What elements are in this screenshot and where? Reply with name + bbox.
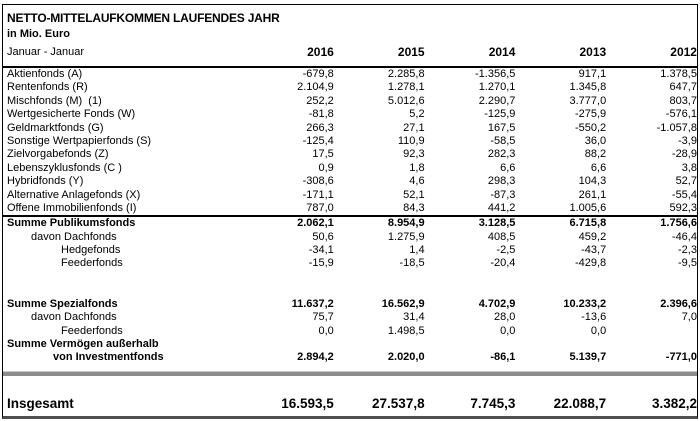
value-2016: 2.894,2	[297, 351, 334, 364]
value-2014: 4.702,9	[478, 297, 516, 310]
total-separator-band	[3, 371, 697, 376]
table-row	[3, 81, 697, 94]
value-2015: 52,1	[403, 188, 425, 201]
period-label: Januar - Januar	[7, 46, 85, 58]
value-2016: 50,6	[312, 230, 334, 243]
value-2016: 266,3	[306, 121, 334, 134]
value-2013: -13,6	[581, 311, 607, 324]
value-2014: -87,3	[490, 188, 516, 201]
value-2016: -679,8	[302, 68, 334, 80]
value-2012: -2,3	[678, 244, 697, 257]
value-2015: 5.012,6	[387, 94, 425, 107]
value-2013: 261,1	[578, 188, 607, 201]
fund-types-section	[3, 68, 697, 215]
value-2012: -576,1	[665, 108, 697, 121]
table-row	[3, 108, 697, 121]
row-label: Alternative Anlagefonds (X)	[7, 188, 141, 201]
value-2012: 1.378,5	[660, 68, 697, 80]
table-row	[3, 311, 697, 324]
value-2014: -1.356,5	[475, 68, 516, 80]
row-label: von Investmentfonds	[53, 351, 164, 364]
value-2012: 3.382,2	[651, 395, 697, 411]
value-2015: 27.537,8	[372, 395, 425, 411]
row-label: Rentenfonds (R)	[7, 81, 88, 94]
value-2012: 3,8	[681, 161, 697, 174]
value-2015: 4,6	[409, 175, 425, 188]
value-2014: -20,4	[490, 257, 516, 270]
value-2014: 167,5	[487, 121, 516, 134]
row-label: Sonstige Wertpapierfonds (S)	[7, 134, 152, 147]
row-label: Lebenszyklusfonds (C )	[7, 161, 122, 174]
value-2014: -2,5	[496, 244, 516, 257]
value-2014: 1.270,1	[478, 81, 516, 94]
row-label: davon Dachfonds	[31, 311, 117, 324]
summary-section	[3, 217, 697, 365]
value-2016: 11.637,2	[291, 297, 334, 310]
value-2014: 408,5	[487, 230, 516, 243]
value-2015: 84,3	[403, 201, 425, 214]
value-2013: -275,9	[574, 108, 607, 121]
value-2012: -55,4	[671, 188, 697, 201]
value-2013	[515, 338, 606, 351]
value-2015: 16.562,9	[381, 297, 425, 310]
value-2013: -43,7	[581, 244, 607, 257]
value-2015: 31,4	[403, 311, 425, 324]
row-label: Feederfonds	[61, 324, 123, 337]
year-column-header: 2013	[579, 45, 607, 59]
table-row	[3, 325, 697, 338]
value-2015: 5,2	[409, 108, 425, 121]
value-2013: 459,2	[578, 230, 607, 243]
year-header-row	[3, 42, 697, 62]
value-2016: 16.593,5	[281, 395, 334, 411]
value-2012	[606, 325, 697, 338]
value-2015: 1,4	[409, 244, 425, 257]
value-2012: -28,9	[671, 148, 697, 161]
value-2013: 88,2	[584, 148, 607, 161]
value-2016: -125,4	[302, 134, 334, 147]
table-row	[3, 122, 697, 135]
value-2015: -18,5	[399, 257, 425, 270]
value-2015: 27,1	[403, 121, 425, 134]
report-title: NETTO-MITTELAUFKOMMEN LAUFENDES JAHR	[7, 11, 280, 25]
value-2013: 3.777,0	[569, 94, 607, 107]
table-row	[3, 162, 697, 175]
value-2013: 10.233,2	[563, 297, 607, 310]
value-2013: 5.139,7	[569, 351, 607, 364]
value-2014: 441,2	[487, 201, 516, 214]
value-2014: 298,3	[487, 175, 516, 188]
table-row	[3, 257, 697, 270]
value-2015: 2.285,8	[387, 68, 425, 80]
row-label: Insgesamt	[7, 395, 74, 411]
value-2016: 17,5	[312, 148, 334, 161]
value-2016: -34,1	[308, 244, 334, 257]
row-label: Summe Vermögen außerhalb	[7, 338, 159, 351]
value-2013: -429,8	[574, 257, 607, 270]
value-2014: 282,3	[487, 148, 516, 161]
value-2016: 787,0	[306, 201, 334, 214]
value-2016: -15,9	[308, 257, 334, 270]
year-column-header: 2014	[488, 45, 516, 59]
row-label: Zielvorgabefonds (Z)	[7, 148, 109, 161]
row-label: Wertgesicherte Fonds (W)	[7, 108, 136, 121]
table-row	[3, 351, 697, 364]
value-2013: 6.715,8	[569, 217, 607, 230]
row-label: Summe Spezialfonds	[7, 297, 118, 310]
row-label: Feederfonds	[61, 257, 123, 270]
value-2015: 1,8	[409, 161, 425, 174]
table-row	[3, 231, 697, 244]
row-label: Hedgefonds	[61, 244, 121, 257]
table-row	[3, 148, 697, 161]
value-2016: -81,8	[308, 108, 334, 121]
value-2013: 917,1	[578, 68, 607, 80]
table-row	[3, 217, 697, 230]
table-row	[3, 202, 697, 215]
row-label: Hybridfonds (Y)	[7, 175, 84, 188]
value-2012: 1.756,6	[660, 217, 697, 230]
table-row	[3, 338, 697, 351]
row-label: Summe Publikumsfonds	[7, 217, 136, 230]
table-row	[3, 244, 697, 257]
value-2012: -46,4	[671, 230, 697, 243]
value-2016: 252,2	[306, 94, 334, 107]
table-row	[3, 95, 697, 108]
table-row	[3, 135, 697, 148]
value-2015: 1.498,5	[387, 324, 425, 337]
row-label: Mischfonds (M) (1)	[7, 94, 102, 107]
table-row	[3, 189, 697, 202]
value-2012: -3,9	[678, 134, 697, 147]
value-2014: -58,5	[490, 134, 516, 147]
value-2014: 3.128,5	[478, 217, 516, 230]
value-2012: 592,3	[669, 201, 697, 214]
value-2014: 28,0	[493, 311, 516, 324]
value-2016: 75,7	[312, 311, 334, 324]
value-2012: 803,7	[669, 94, 697, 107]
value-2015: 110,9	[397, 134, 425, 147]
value-2012: 2.396,6	[660, 297, 697, 310]
value-2012: -1.057,8	[656, 121, 697, 134]
total-section	[3, 395, 697, 416]
spacer-row	[3, 271, 697, 298]
table-row	[3, 298, 697, 311]
report-unit: in Mio. Euro	[7, 28, 70, 40]
value-2013: 36,0	[584, 134, 607, 147]
value-2013: 1.005,6	[569, 201, 607, 214]
value-2013: 6,6	[590, 161, 607, 174]
value-2013: 1.345,8	[569, 81, 607, 94]
value-2015: 1.278,1	[387, 81, 425, 94]
value-2015: 92,3	[403, 148, 425, 161]
value-2016: 2.104,9	[297, 81, 334, 94]
row-label: davon Dachfonds	[31, 230, 117, 243]
table-row	[3, 175, 697, 188]
value-2013: 104,3	[578, 175, 607, 188]
value-2013: 0,0	[590, 324, 607, 337]
value-2012: 52,7	[675, 175, 697, 188]
value-2016: -308,6	[302, 175, 334, 188]
value-2012	[606, 338, 697, 351]
year-column-header: 2012	[670, 45, 697, 59]
value-2014: 0,0	[500, 324, 516, 337]
value-2015: 8.954,9	[387, 217, 425, 230]
value-2014: -86,1	[490, 351, 516, 364]
value-2015	[334, 338, 425, 351]
value-2016	[243, 338, 334, 351]
value-2015: 1.275,9	[387, 230, 425, 243]
value-2016: 0,0	[318, 324, 334, 337]
row-label: Aktienfonds (A)	[7, 68, 83, 80]
table-row	[3, 68, 697, 81]
value-2014: 6,6	[500, 161, 516, 174]
value-2014	[425, 338, 516, 351]
value-2012: -9,5	[678, 257, 697, 270]
year-column-header: 2015	[397, 45, 425, 59]
value-2012: 647,7	[669, 81, 697, 94]
row-label: Offene Immobilienfonds (I)	[7, 201, 137, 214]
value-2016: 0,9	[318, 161, 334, 174]
value-2016: -171,1	[302, 188, 334, 201]
value-2014: 7.745,3	[470, 395, 516, 411]
table-row	[3, 395, 697, 412]
value-2012: 7,0	[681, 311, 697, 324]
fund-statistics-table	[2, 4, 698, 419]
year-column-header: 2016	[307, 45, 334, 59]
value-2013: -550,2	[574, 121, 607, 134]
value-2013: 22.088,7	[553, 395, 607, 411]
table-header	[3, 5, 697, 62]
value-2014: 2.290,7	[478, 94, 516, 107]
value-2016: 2.062,1	[297, 217, 334, 230]
value-2015: 2.020,0	[387, 351, 425, 364]
value-2014: -125,9	[484, 108, 516, 121]
value-2012: -771,0	[665, 351, 697, 364]
row-label: Geldmarktfonds (G)	[7, 121, 104, 134]
